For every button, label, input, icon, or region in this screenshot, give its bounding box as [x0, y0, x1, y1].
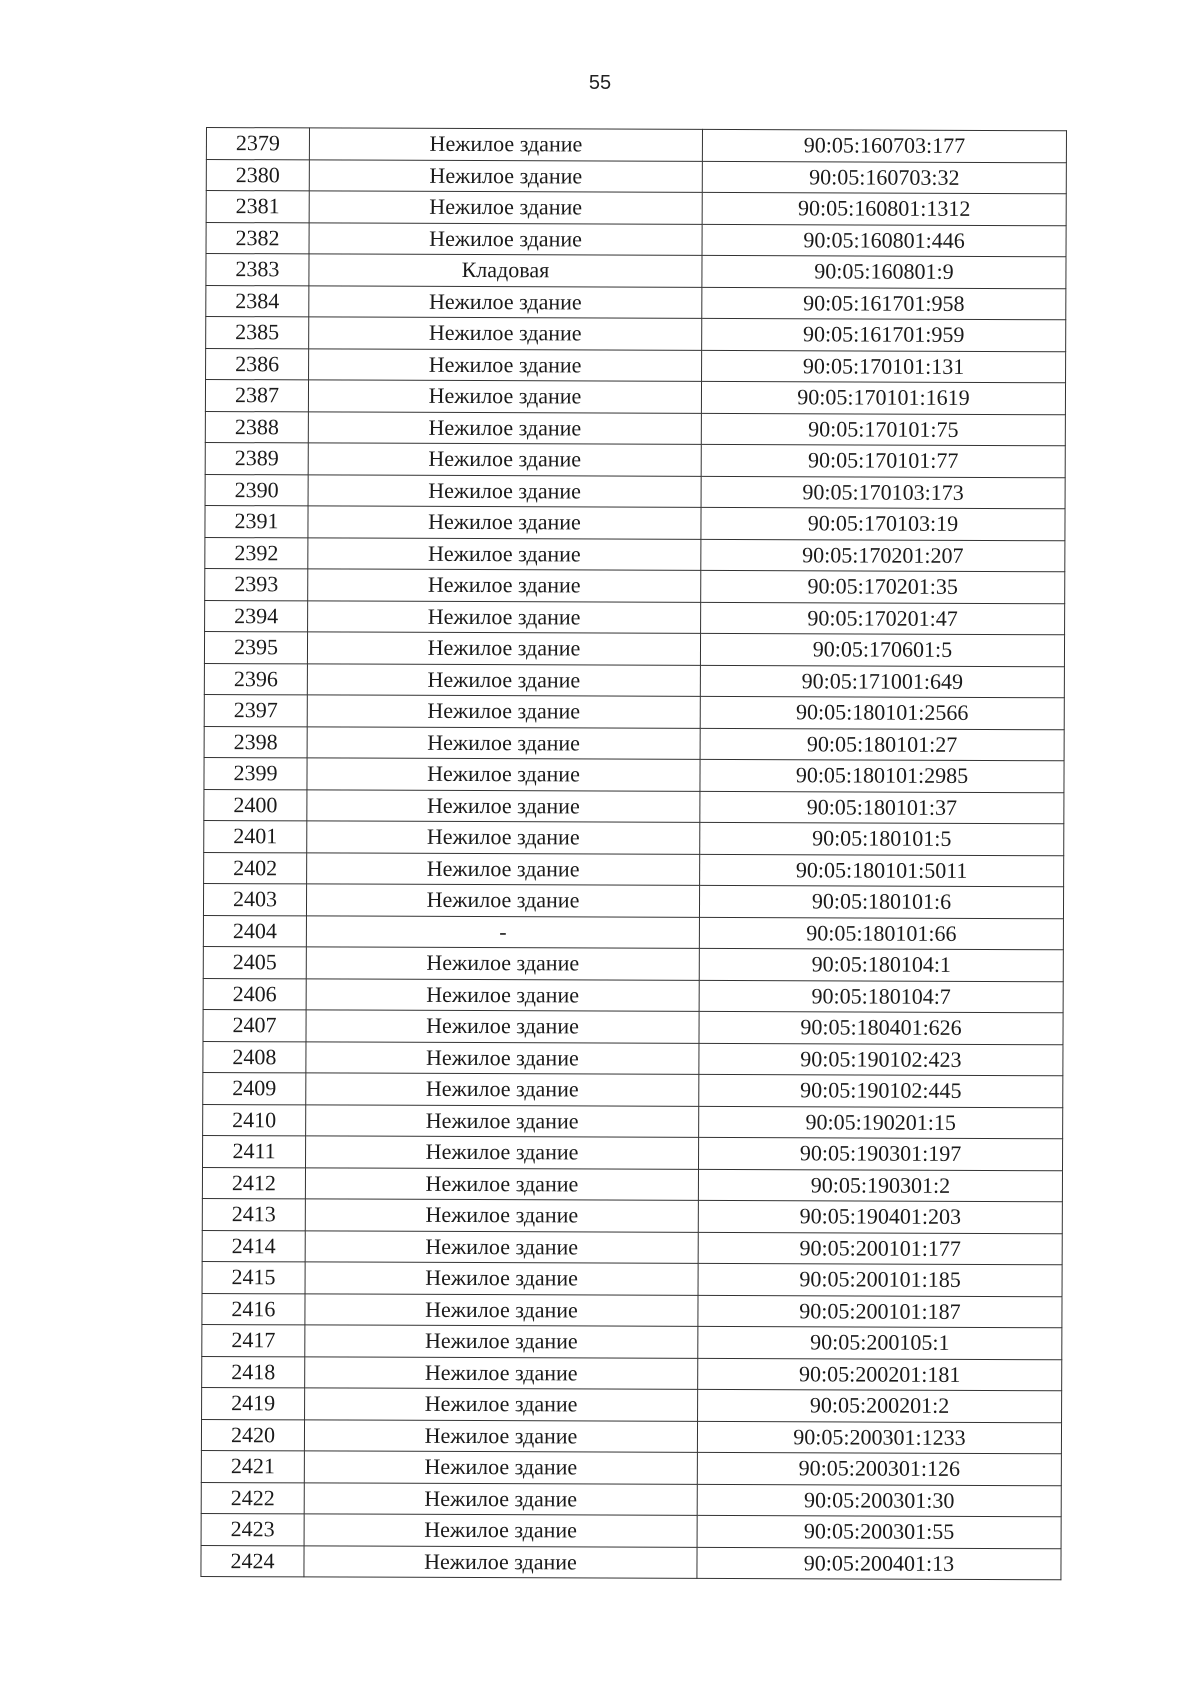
object-type-cell: Нежилое здание [308, 411, 701, 444]
object-type-cell: Нежилое здание [307, 663, 700, 696]
table-row [202, 1387, 1062, 1422]
cadastral-number-cell: 90:05:180104:1 [699, 948, 1063, 981]
table-row [204, 631, 1064, 666]
row-number-cell: 2396 [204, 663, 307, 695]
object-type-cell: Нежилое здание [308, 506, 701, 539]
row-number-cell: 2401 [204, 820, 307, 852]
table-row [201, 1482, 1061, 1517]
row-number-cell: 2394 [205, 600, 308, 632]
object-type-cell: Нежилое здание [307, 632, 700, 665]
object-type-cell: Нежилое здание [307, 789, 700, 822]
row-number-cell: 2384 [206, 285, 309, 317]
table-row [204, 820, 1064, 855]
cadastral-number-cell: 90:05:200105:1 [698, 1326, 1062, 1359]
cadastral-number-cell: 90:05:190301:2 [698, 1169, 1062, 1202]
object-type-cell: Нежилое здание [309, 159, 702, 192]
cadastral-number-cell: 90:05:200401:13 [697, 1547, 1061, 1580]
row-number-cell: 2386 [206, 348, 309, 380]
cadastral-number-cell: 90:05:200101:187 [698, 1295, 1062, 1328]
table-row [206, 285, 1066, 320]
row-number-cell: 2423 [201, 1513, 304, 1545]
cadastral-number-cell: 90:05:161701:959 [702, 318, 1066, 351]
cadastral-number-cell: 90:05:200301:126 [697, 1452, 1061, 1485]
table-row [205, 505, 1065, 540]
row-number-cell: 2393 [205, 568, 308, 600]
cadastral-number-cell: 90:05:200101:177 [698, 1232, 1062, 1265]
table-body [201, 128, 1067, 1580]
row-number-cell: 2417 [202, 1324, 305, 1356]
cadastral-number-cell: 90:05:200201:2 [698, 1389, 1062, 1422]
object-type-cell: Нежилое здание [305, 1356, 698, 1389]
cadastral-number-cell: 90:05:170101:131 [702, 350, 1066, 383]
cadastral-number-cell: 90:05:160703:32 [702, 161, 1066, 194]
object-type-cell: Нежилое здание [307, 758, 700, 791]
object-type-cell: Нежилое здание [307, 695, 700, 728]
cadastral-number-cell: 90:05:190102:423 [699, 1043, 1063, 1076]
table-row [202, 1261, 1062, 1296]
row-number-cell: 2421 [201, 1450, 304, 1482]
table-row [201, 1419, 1061, 1454]
object-type-cell: Нежилое здание [305, 1167, 698, 1200]
row-number-cell: 2412 [202, 1167, 305, 1199]
row-number-cell: 2420 [201, 1419, 304, 1451]
table-row [204, 694, 1064, 729]
cadastral-number-cell: 90:05:180101:37 [700, 791, 1064, 824]
cadastral-number-cell: 90:05:190301:197 [699, 1137, 1063, 1170]
row-number-cell: 2407 [203, 1009, 306, 1041]
cadastral-number-cell: 90:05:190401:203 [698, 1200, 1062, 1233]
object-type-cell: Кладовая [309, 254, 702, 287]
table-row [204, 852, 1064, 887]
row-number-cell: 2415 [202, 1261, 305, 1293]
cadastral-number-cell: 90:05:190102:445 [699, 1074, 1063, 1107]
table-row [203, 1104, 1063, 1139]
cadastral-number-cell: 90:05:190201:15 [699, 1106, 1063, 1139]
object-type-cell: Нежилое здание [306, 1010, 699, 1043]
table-row [202, 1356, 1062, 1391]
table-row [201, 1545, 1061, 1580]
object-type-cell: Нежилое здание [304, 1451, 697, 1484]
object-type-cell: Нежилое здание [305, 1199, 698, 1232]
object-type-cell: Нежилое здание [309, 317, 702, 350]
table-row [206, 222, 1066, 257]
object-type-cell: Нежилое здание [306, 947, 699, 980]
object-type-cell: Нежилое здание [309, 191, 702, 224]
table-row [203, 1009, 1063, 1044]
table-row [203, 1135, 1063, 1170]
cadastral-number-cell: 90:05:180104:7 [699, 980, 1063, 1013]
table-row [205, 411, 1065, 446]
object-type-cell: Нежилое здание [305, 1325, 698, 1358]
cadastral-number-cell: 90:05:180101:6 [699, 885, 1063, 918]
object-type-cell: Нежилое здание [307, 821, 700, 854]
cadastral-number-cell: 90:05:160801:446 [702, 224, 1066, 257]
row-number-cell: 2409 [203, 1072, 306, 1104]
cadastral-number-cell: 90:05:180101:66 [699, 917, 1063, 950]
table-row [204, 757, 1064, 792]
cadastral-number-cell: 90:05:170103:19 [701, 507, 1065, 540]
object-type-cell: Нежилое здание [304, 1545, 697, 1578]
row-number-cell: 2403 [203, 883, 306, 915]
table-row [204, 663, 1064, 698]
row-number-cell: 2381 [206, 191, 309, 223]
cadastral-number-cell: 90:05:160703:177 [702, 129, 1066, 162]
page-number: 55 [588, 72, 612, 94]
cadastral-number-cell: 90:05:161701:958 [702, 287, 1066, 320]
property-registry-table [200, 127, 1067, 1580]
cadastral-number-cell: 90:05:200301:55 [697, 1515, 1061, 1548]
table-row [201, 1450, 1061, 1485]
row-number-cell: 2400 [204, 789, 307, 821]
cadastral-number-cell: 90:05:170103:173 [701, 476, 1065, 509]
object-type-cell: Нежилое здание [308, 443, 701, 476]
table-row [205, 600, 1065, 635]
table-row [203, 1041, 1063, 1076]
cadastral-number-cell: 90:05:170101:1619 [701, 381, 1065, 414]
table-row [202, 1167, 1062, 1202]
cadastral-number-cell: 90:05:180401:626 [699, 1011, 1063, 1044]
cadastral-number-cell: 90:05:160801:9 [702, 255, 1066, 288]
cadastral-number-cell: 90:05:170201:207 [701, 539, 1065, 572]
object-type-cell: Нежилое здание [305, 1388, 698, 1421]
table-row [206, 159, 1066, 194]
row-number-cell: 2379 [206, 128, 309, 160]
table-row [206, 191, 1066, 226]
table-row [202, 1230, 1062, 1265]
table-row [202, 1324, 1062, 1359]
cadastral-number-cell: 90:05:170201:47 [701, 602, 1065, 635]
object-type-cell: Нежилое здание [307, 852, 700, 885]
table-row [205, 537, 1065, 572]
row-number-cell: 2404 [203, 915, 306, 947]
row-number-cell: 2392 [205, 537, 308, 569]
object-type-cell: Нежилое здание [308, 569, 701, 602]
table-row [204, 726, 1064, 761]
table-row [206, 317, 1066, 352]
object-type-cell: Нежилое здание [306, 978, 699, 1011]
cadastral-number-cell: 90:05:200301:1233 [697, 1421, 1061, 1454]
row-number-cell: 2414 [202, 1230, 305, 1262]
row-number-cell: 2416 [202, 1293, 305, 1325]
object-type-cell: Нежилое здание [306, 1104, 699, 1137]
table-row [203, 946, 1063, 981]
cadastral-number-cell: 90:05:160801:1312 [702, 192, 1066, 225]
object-type-cell: Нежилое здание [309, 348, 702, 381]
object-type-cell: Нежилое здание [305, 1293, 698, 1326]
cadastral-number-cell: 90:05:170201:35 [701, 570, 1065, 603]
row-number-cell: 2419 [202, 1387, 305, 1419]
row-number-cell: 2383 [206, 254, 309, 286]
row-number-cell: 2395 [204, 631, 307, 663]
table-row [203, 978, 1063, 1013]
object-type-cell: Нежилое здание [308, 537, 701, 570]
row-number-cell: 2389 [205, 442, 308, 474]
row-number-cell: 2405 [203, 946, 306, 978]
table-row [204, 789, 1064, 824]
object-type-cell: Нежилое здание [309, 285, 702, 318]
row-number-cell: 2424 [201, 1545, 304, 1577]
cadastral-number-cell: 90:05:180101:2566 [700, 696, 1064, 729]
table-row [202, 1198, 1062, 1233]
row-number-cell: 2385 [206, 317, 309, 349]
table-row [205, 474, 1065, 509]
object-type-cell: Нежилое здание [305, 1262, 698, 1295]
object-type-cell: Нежилое здание [306, 1073, 699, 1106]
row-number-cell: 2411 [203, 1135, 306, 1167]
object-type-cell: Нежилое здание [304, 1482, 697, 1515]
table-row [206, 254, 1066, 289]
object-type-cell: Нежилое здание [308, 474, 701, 507]
row-number-cell: 2399 [204, 757, 307, 789]
row-number-cell: 2418 [202, 1356, 305, 1388]
object-type-cell: Нежилое здание [306, 1136, 699, 1169]
cadastral-number-cell: 90:05:171001:649 [700, 665, 1064, 698]
table-row [202, 1293, 1062, 1328]
cadastral-number-cell: 90:05:200201:181 [698, 1358, 1062, 1391]
row-number-cell: 2398 [204, 726, 307, 758]
object-type-cell: Нежилое здание [305, 1230, 698, 1263]
row-number-cell: 2397 [204, 694, 307, 726]
cadastral-number-cell: 90:05:180101:27 [700, 728, 1064, 761]
table-row [203, 915, 1063, 950]
object-type-cell: - [306, 915, 699, 948]
table-row [206, 128, 1066, 163]
row-number-cell: 2388 [205, 411, 308, 443]
row-number-cell: 2390 [205, 474, 308, 506]
cadastral-number-cell: 90:05:180101:2985 [700, 759, 1064, 792]
row-number-cell: 2406 [203, 978, 306, 1010]
object-type-cell: Нежилое здание [308, 380, 701, 413]
row-number-cell: 2380 [206, 159, 309, 191]
cadastral-number-cell: 90:05:200301:30 [697, 1484, 1061, 1517]
cadastral-number-cell: 90:05:170101:77 [701, 444, 1065, 477]
row-number-cell: 2413 [202, 1198, 305, 1230]
row-number-cell: 2402 [204, 852, 307, 884]
object-type-cell: Нежилое здание [304, 1514, 697, 1547]
object-type-cell: Нежилое здание [308, 600, 701, 633]
table-row [205, 442, 1065, 477]
object-type-cell: Нежилое здание [304, 1419, 697, 1452]
object-type-cell: Нежилое здание [309, 128, 702, 161]
object-type-cell: Нежилое здание [307, 726, 700, 759]
row-number-cell: 2391 [205, 505, 308, 537]
table-row [203, 1072, 1063, 1107]
row-number-cell: 2408 [203, 1041, 306, 1073]
row-number-cell: 2410 [203, 1104, 306, 1136]
cadastral-number-cell: 90:05:200101:185 [698, 1263, 1062, 1296]
row-number-cell: 2382 [206, 222, 309, 254]
cadastral-number-cell: 90:05:180101:5 [700, 822, 1064, 855]
table-row [203, 883, 1063, 918]
row-number-cell: 2422 [201, 1482, 304, 1514]
object-type-cell: Нежилое здание [306, 1041, 699, 1074]
table-row [206, 348, 1066, 383]
table-row [205, 380, 1065, 415]
object-type-cell: Нежилое здание [306, 884, 699, 917]
table-row [201, 1513, 1061, 1548]
table-row [205, 568, 1065, 603]
object-type-cell: Нежилое здание [309, 222, 702, 255]
row-number-cell: 2387 [205, 380, 308, 412]
cadastral-number-cell: 90:05:180101:5011 [700, 854, 1064, 887]
cadastral-number-cell: 90:05:170601:5 [700, 633, 1064, 666]
cadastral-number-cell: 90:05:170101:75 [701, 413, 1065, 446]
